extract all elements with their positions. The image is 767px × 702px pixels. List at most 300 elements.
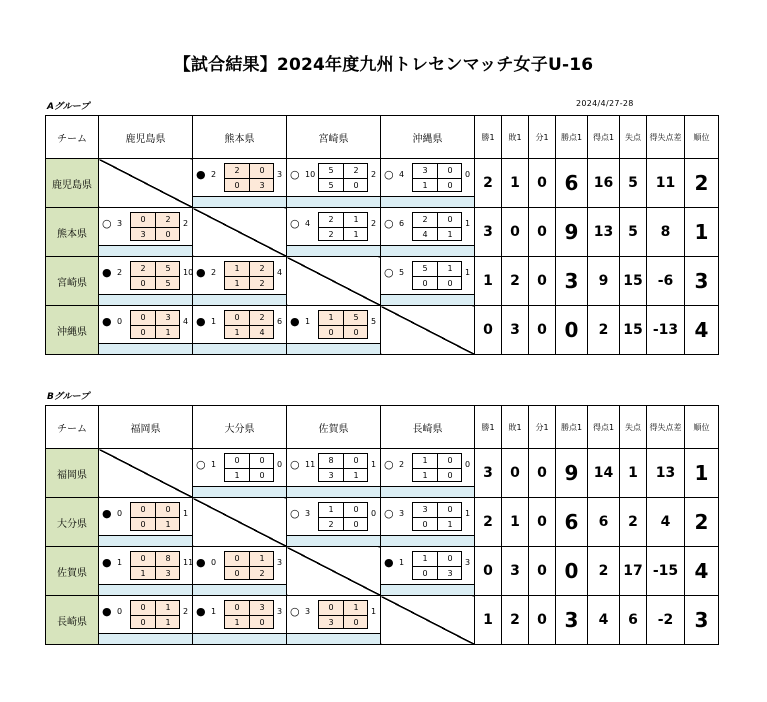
- half-scores: [224, 551, 274, 580]
- half-score: 3: [259, 603, 265, 612]
- match-cell: [99, 596, 193, 645]
- goals-for: 4: [399, 170, 405, 179]
- pk-band: [287, 487, 380, 497]
- half-score: 5: [328, 181, 334, 190]
- goals-against: 3: [277, 607, 283, 616]
- result-mark: ●: [196, 266, 206, 279]
- stat-value: 0: [556, 547, 588, 596]
- stat-value: 6: [588, 498, 620, 547]
- pk-band: [381, 585, 474, 595]
- half-score: 0: [259, 618, 265, 627]
- stat-value: 5: [620, 208, 647, 257]
- half-score: 0: [234, 456, 240, 465]
- half-scores: [224, 261, 274, 290]
- pk-band: [193, 585, 286, 595]
- stat-header: 勝点1: [556, 406, 588, 449]
- pk-band: [99, 295, 192, 305]
- team-column-header: チーム: [46, 406, 99, 449]
- half-score: 0: [353, 520, 359, 529]
- stat-value: 2: [620, 498, 647, 547]
- stat-value: 2: [502, 596, 529, 645]
- team-row: [46, 306, 719, 355]
- self-match-cell: [287, 257, 381, 306]
- pk-band: [193, 295, 286, 305]
- match-result: [193, 449, 286, 497]
- match-result: [99, 208, 192, 256]
- half-score: 2: [259, 279, 265, 288]
- half-scores: [224, 310, 274, 339]
- stat-value: 4: [685, 306, 719, 355]
- match-result: [99, 306, 192, 354]
- half-score: 1: [353, 471, 359, 480]
- half-score: 2: [353, 166, 359, 175]
- stat-value: 4: [647, 498, 685, 547]
- opponent-header: 鹿児島県: [99, 116, 193, 159]
- goals-for: 10: [305, 170, 316, 179]
- stat-value: 3: [556, 596, 588, 645]
- stat-value: 14: [588, 449, 620, 498]
- half-score: 0: [353, 456, 359, 465]
- team-row: [46, 449, 719, 498]
- half-score: 0: [447, 215, 453, 224]
- half-score: 3: [422, 505, 428, 514]
- half-score: 0: [140, 505, 146, 514]
- half-score: 0: [140, 520, 146, 529]
- stat-value: 1: [620, 449, 647, 498]
- stat-value: 0: [529, 208, 556, 257]
- half-score: 3: [422, 166, 428, 175]
- stat-value: 1: [502, 159, 529, 208]
- match-result: [287, 306, 380, 354]
- stat-value: 6: [556, 498, 588, 547]
- stat-value: 0: [529, 306, 556, 355]
- half-score: 0: [234, 554, 240, 563]
- goals-against: 0: [277, 460, 283, 469]
- match-cell: [193, 257, 287, 306]
- half-score: 0: [328, 603, 334, 612]
- half-scores: [318, 163, 368, 192]
- team-row: [46, 596, 719, 645]
- result-mark: ●: [102, 266, 112, 279]
- half-score: 8: [328, 456, 334, 465]
- pk-band: [381, 536, 474, 546]
- pk-band: [99, 634, 192, 644]
- match-result: [287, 498, 380, 546]
- goals-for: 5: [399, 268, 405, 277]
- team-name: 鹿児島県: [46, 159, 99, 208]
- half-score: 3: [328, 471, 334, 480]
- match-cell: [381, 159, 475, 208]
- pk-band: [287, 536, 380, 546]
- goals-for: 0: [211, 558, 217, 567]
- goals-for: 3: [117, 219, 123, 228]
- half-score: 0: [140, 313, 146, 322]
- half-score: 3: [165, 313, 171, 322]
- goals-for: 2: [117, 268, 123, 277]
- match-result: [381, 547, 474, 595]
- goals-for: 0: [117, 509, 123, 518]
- goals-against: 3: [277, 558, 283, 567]
- half-score: 0: [447, 554, 453, 563]
- half-score: 0: [353, 505, 359, 514]
- half-score: 5: [165, 279, 171, 288]
- goals-for: 11: [305, 460, 316, 469]
- goals-against: 4: [183, 317, 189, 326]
- half-scores: [412, 212, 462, 241]
- match-cell: [287, 449, 381, 498]
- stat-value: 0: [502, 449, 529, 498]
- match-result: [287, 449, 380, 497]
- half-score: 2: [328, 520, 334, 529]
- half-scores: [130, 551, 180, 580]
- stat-value: 0: [502, 208, 529, 257]
- match-cell: [287, 596, 381, 645]
- match-result: [193, 596, 286, 644]
- stat-header: 分1: [529, 406, 556, 449]
- stat-value: 13: [588, 208, 620, 257]
- stat-header: 勝点1: [556, 116, 588, 159]
- half-score: 2: [259, 264, 265, 273]
- half-score: 0: [140, 603, 146, 612]
- stat-header: 失点: [620, 116, 647, 159]
- pk-band: [287, 634, 380, 644]
- stat-value: 1: [475, 257, 502, 306]
- half-score: 1: [422, 456, 428, 465]
- pk-band: [193, 197, 286, 207]
- goals-against: 0: [465, 460, 471, 469]
- page-title: 【試合結果】2024年度九州トレセンマッチ女子U-16: [173, 55, 594, 75]
- half-score: 2: [422, 215, 428, 224]
- result-mark: ●: [102, 556, 112, 569]
- half-score: 1: [140, 569, 146, 578]
- result-mark: ○: [290, 217, 300, 230]
- result-mark: ●: [196, 605, 206, 618]
- goals-for: 0: [117, 607, 123, 616]
- half-scores: [412, 261, 462, 290]
- half-scores: [224, 163, 274, 192]
- result-mark: ○: [102, 217, 112, 230]
- half-score: 0: [447, 456, 453, 465]
- half-scores: [318, 310, 368, 339]
- match-cell: [193, 159, 287, 208]
- group-a-label: Aグループ: [47, 102, 90, 112]
- team-name: 佐賀県: [46, 547, 99, 596]
- half-score: 0: [234, 181, 240, 190]
- goals-for: 1: [211, 607, 217, 616]
- result-mark: ○: [290, 458, 300, 471]
- half-scores: [412, 502, 462, 531]
- match-result: [193, 257, 286, 305]
- goals-against: 1: [371, 607, 377, 616]
- stat-value: -15: [647, 547, 685, 596]
- result-mark: ○: [384, 507, 394, 520]
- match-cell: [287, 208, 381, 257]
- half-score: 2: [328, 230, 334, 239]
- half-score: 1: [422, 554, 428, 563]
- goals-for: 3: [399, 509, 405, 518]
- stat-value: 9: [556, 208, 588, 257]
- self-match-cell: [287, 547, 381, 596]
- stat-header: 順位: [685, 116, 719, 159]
- opponent-header: 熊本県: [193, 116, 287, 159]
- self-match-cell: [381, 306, 475, 355]
- stat-header: 得点1: [588, 116, 620, 159]
- match-result: [193, 159, 286, 207]
- stat-value: -13: [647, 306, 685, 355]
- stat-header: 失点: [620, 406, 647, 449]
- half-score: 0: [328, 328, 334, 337]
- half-score: 1: [259, 554, 265, 563]
- stat-value: 2: [475, 159, 502, 208]
- half-score: 1: [353, 230, 359, 239]
- match-cell: [381, 257, 475, 306]
- stat-value: 3: [685, 257, 719, 306]
- half-scores: [130, 502, 180, 531]
- half-score: 2: [328, 215, 334, 224]
- half-score: 1: [234, 279, 240, 288]
- half-score: 0: [140, 618, 146, 627]
- match-result: [99, 596, 192, 644]
- team-row: [46, 208, 719, 257]
- stat-value: 4: [685, 547, 719, 596]
- group-a-table: [45, 115, 719, 355]
- result-mark: ●: [196, 168, 206, 181]
- pk-band: [193, 487, 286, 497]
- match-result: [287, 596, 380, 644]
- match-result: [381, 159, 474, 207]
- result-mark: ●: [196, 556, 206, 569]
- match-cell: [287, 306, 381, 355]
- goals-against: 2: [183, 219, 189, 228]
- result-mark: ●: [102, 605, 112, 618]
- half-scores: [318, 453, 368, 482]
- goals-against: 1: [465, 509, 471, 518]
- goals-against: 2: [371, 170, 377, 179]
- half-score: 0: [140, 554, 146, 563]
- result-mark: ○: [384, 266, 394, 279]
- team-name: 沖縄県: [46, 306, 99, 355]
- match-result: [381, 257, 474, 305]
- half-scores: [130, 310, 180, 339]
- stat-value: 4: [588, 596, 620, 645]
- goals-against: 5: [371, 317, 377, 326]
- team-row: [46, 159, 719, 208]
- half-score: 0: [422, 520, 428, 529]
- half-score: 1: [447, 520, 453, 529]
- half-score: 1: [353, 603, 359, 612]
- half-scores: [412, 453, 462, 482]
- half-score: 3: [259, 181, 265, 190]
- half-score: 1: [234, 264, 240, 273]
- half-score: 1: [447, 264, 453, 273]
- half-score: 0: [353, 328, 359, 337]
- result-mark: ●: [290, 315, 300, 328]
- goals-against: 6: [277, 317, 283, 326]
- pk-band: [381, 295, 474, 305]
- goals-for: 2: [399, 460, 405, 469]
- match-cell: [193, 547, 287, 596]
- goals-for: 1: [117, 558, 123, 567]
- team-row: [46, 257, 719, 306]
- half-score: 0: [447, 279, 453, 288]
- result-mark: ●: [102, 315, 112, 328]
- stat-value: 8: [647, 208, 685, 257]
- half-score: 2: [140, 264, 146, 273]
- result-mark: ○: [384, 217, 394, 230]
- stat-value: 0: [529, 449, 556, 498]
- pk-band: [381, 487, 474, 497]
- opponent-header: 大分県: [193, 406, 287, 449]
- half-score: 0: [353, 181, 359, 190]
- half-score: 0: [140, 279, 146, 288]
- match-cell: [381, 449, 475, 498]
- stat-value: 0: [529, 257, 556, 306]
- goals-against: 1: [465, 268, 471, 277]
- stat-value: 3: [475, 449, 502, 498]
- team-name: 福岡県: [46, 449, 99, 498]
- half-score: 2: [259, 313, 265, 322]
- match-result: [381, 498, 474, 546]
- self-match-cell: [193, 498, 287, 547]
- pk-band: [99, 585, 192, 595]
- half-score: 0: [422, 569, 428, 578]
- half-scores: [224, 600, 274, 629]
- stat-value: 16: [588, 159, 620, 208]
- stat-value: 3: [502, 547, 529, 596]
- match-result: [381, 449, 474, 497]
- half-score: 5: [165, 264, 171, 273]
- half-scores: [318, 502, 368, 531]
- match-date: 2024/4/27-28: [576, 99, 634, 108]
- half-score: 0: [234, 569, 240, 578]
- team-name: 熊本県: [46, 208, 99, 257]
- stat-value: 0: [556, 306, 588, 355]
- match-result: [99, 547, 192, 595]
- stat-header: 敗1: [502, 116, 529, 159]
- stat-value: 2: [588, 306, 620, 355]
- half-scores: [412, 163, 462, 192]
- stat-value: 2: [502, 257, 529, 306]
- goals-against: 0: [465, 170, 471, 179]
- stat-value: 15: [620, 306, 647, 355]
- goals-against: 4: [277, 268, 283, 277]
- half-score: 0: [353, 618, 359, 627]
- half-score: 0: [422, 279, 428, 288]
- stat-value: 11: [647, 159, 685, 208]
- stat-value: 6: [620, 596, 647, 645]
- team-row: [46, 498, 719, 547]
- match-cell: [381, 208, 475, 257]
- pk-band: [287, 344, 380, 354]
- half-score: 1: [234, 471, 240, 480]
- half-score: 1: [422, 471, 428, 480]
- opponent-header: 沖縄県: [381, 116, 475, 159]
- half-score: 0: [447, 181, 453, 190]
- self-match-cell: [99, 159, 193, 208]
- stat-header: 順位: [685, 406, 719, 449]
- result-mark: ●: [384, 556, 394, 569]
- opponent-header: 宮崎県: [287, 116, 381, 159]
- goals-against: 1: [465, 219, 471, 228]
- header-row: [46, 406, 719, 449]
- goals-against: 2: [371, 219, 377, 228]
- match-cell: [287, 498, 381, 547]
- result-mark: ○: [384, 168, 394, 181]
- stat-value: 2: [475, 498, 502, 547]
- half-scores: [130, 600, 180, 629]
- half-score: 3: [165, 569, 171, 578]
- opponent-header: 福岡県: [99, 406, 193, 449]
- stat-value: 9: [588, 257, 620, 306]
- stat-value: 0: [529, 498, 556, 547]
- half-scores: [130, 212, 180, 241]
- goals-for: 1: [399, 558, 405, 567]
- stat-value: 9: [556, 449, 588, 498]
- half-score: 5: [353, 313, 359, 322]
- goals-for: 3: [305, 607, 311, 616]
- match-cell: [287, 159, 381, 208]
- stat-value: 3: [502, 306, 529, 355]
- match-cell: [193, 306, 287, 355]
- half-score: 2: [165, 215, 171, 224]
- half-score: 0: [140, 328, 146, 337]
- pk-band: [381, 197, 474, 207]
- match-cell: [381, 547, 475, 596]
- team-name: 大分県: [46, 498, 99, 547]
- goals-for: 6: [399, 219, 405, 228]
- half-score: 0: [140, 215, 146, 224]
- half-score: 0: [447, 166, 453, 175]
- team-column-header: チーム: [46, 116, 99, 159]
- stat-header: 勝1: [475, 116, 502, 159]
- match-cell: [99, 547, 193, 596]
- half-score: 1: [165, 618, 171, 627]
- goals-for: 4: [305, 219, 311, 228]
- pk-band: [99, 536, 192, 546]
- match-cell: [99, 498, 193, 547]
- goals-against: 2: [183, 607, 189, 616]
- goals-against: 3: [277, 170, 283, 179]
- goals-against: 0: [371, 509, 377, 518]
- match-cell: [193, 596, 287, 645]
- stat-value: 1: [685, 449, 719, 498]
- team-name: 長崎県: [46, 596, 99, 645]
- goals-for: 2: [211, 170, 217, 179]
- half-score: 0: [234, 603, 240, 612]
- goals-against: 10: [183, 268, 194, 277]
- team-row: [46, 547, 719, 596]
- goals-against: 1: [183, 509, 189, 518]
- goals-against: 1: [371, 460, 377, 469]
- half-score: 1: [234, 618, 240, 627]
- half-score: 1: [165, 603, 171, 612]
- pk-band: [381, 246, 474, 256]
- goals-against: 11: [183, 558, 194, 567]
- half-score: 1: [234, 328, 240, 337]
- team-name: 宮崎県: [46, 257, 99, 306]
- stat-value: 2: [685, 159, 719, 208]
- half-scores: [318, 600, 368, 629]
- match-result: [193, 306, 286, 354]
- pk-band: [99, 246, 192, 256]
- half-score: 2: [234, 166, 240, 175]
- stat-value: 0: [475, 306, 502, 355]
- goals-for: 2: [211, 268, 217, 277]
- result-mark: ○: [384, 458, 394, 471]
- goals-for: 1: [211, 317, 217, 326]
- half-score: 0: [165, 505, 171, 514]
- half-score: 4: [259, 328, 265, 337]
